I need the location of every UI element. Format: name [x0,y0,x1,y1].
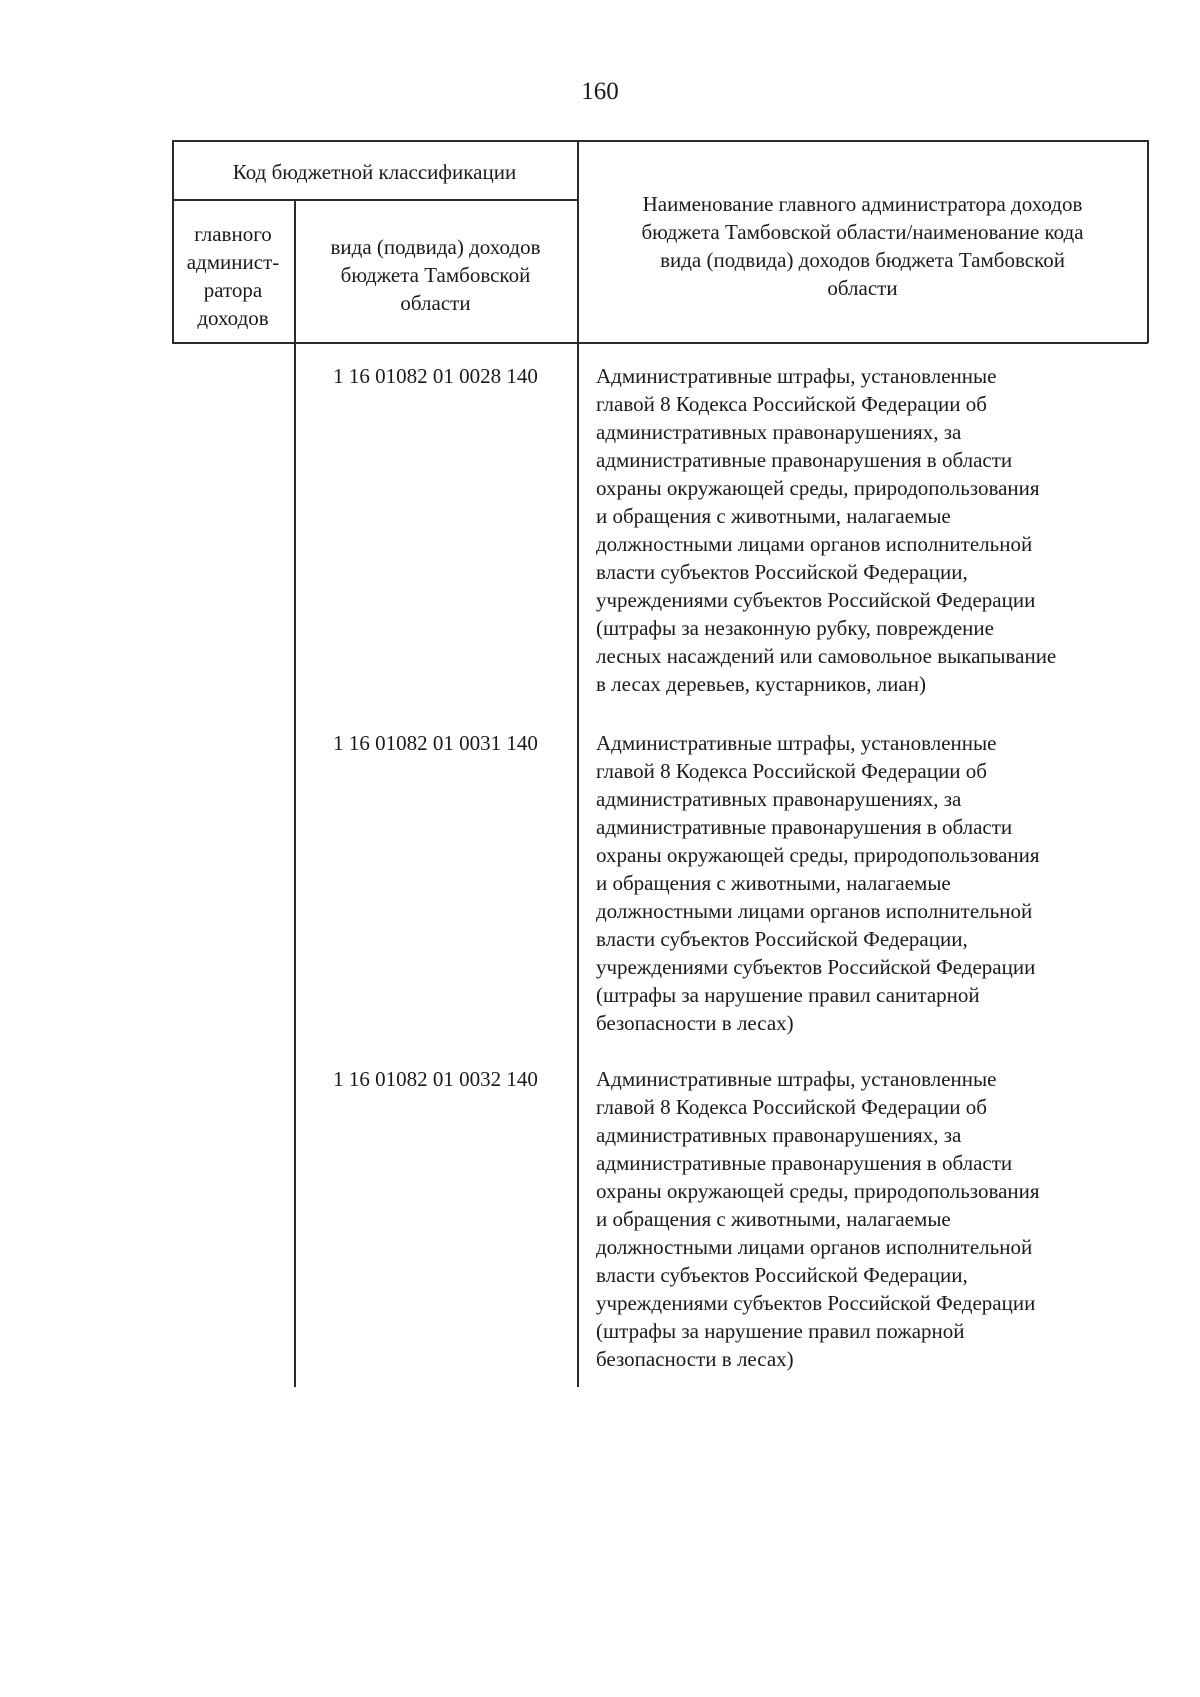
row-2-code: 1 16 01082 01 0031 140 [333,731,538,755]
table-top-border [172,140,1148,142]
row-1-code: 1 16 01082 01 0028 140 [333,364,538,388]
group-header-divider [172,199,577,201]
page-number: 160 [581,78,619,105]
row-1-description: Административные штрафы, установленные главой 8 Кодекса Российской Федерации об административных правонарушениях, за административные правонарушения в области охраны окружающей среды, природопользования и обращения с животными, налагаемые должностными лицами органов исполнительной власти субъектов Российской Федерации, учреждениями субъектов Российской Федерации (штрафы за незаконную рубку, повреждение лесных насаждений или самовольное выкапывание в лесах деревьев, кустарников, лиан) [596,364,1057,696]
budget-classification-table [172,140,1148,1387]
header-bottom-border [172,342,1148,344]
row-3-code: 1 16 01082 01 0032 140 [333,1067,538,1091]
code-name-divider [577,140,579,1387]
header-main-administrator: главного админист- ратора доходов [186,222,280,330]
header-budget-classification-code: Код бюджетной классификации [232,160,517,184]
header-revenue-kind: вида (подвида) доходов бюджета Тамбовской области [330,235,541,315]
row-2-description: Административные штрафы, установленные главой 8 Кодекса Российской Федерации об административных правонарушениях, за административные правонарушения в области охраны окружающей среды, природопользования и обращения с животными, налагаемые должностными лицами органов исполнительной власти субъектов Российской Федерации, учреждениями субъектов Российской Федерации (штрафы за нарушение правил санитарной безопасности в лесах) [596,731,1040,1035]
header-administrator-name: Наименование главного администратора доходов бюджета Тамбовской области/наименование кода вида (подвида) доходов бюджета Тамбовской области [641,192,1084,300]
row-3-description: Административные штрафы, установленные главой 8 Кодекса Российской Федерации об административных правонарушениях, за административные правонарушения в области охраны окружающей среды, природопользования и обращения с животными, налагаемые должностными лицами органов исполнительной власти субъектов Российской Федерации, учреждениями субъектов Российской Федерации (штрафы за нарушение правил пожарной безопасности в лесах) [596,1067,1040,1371]
